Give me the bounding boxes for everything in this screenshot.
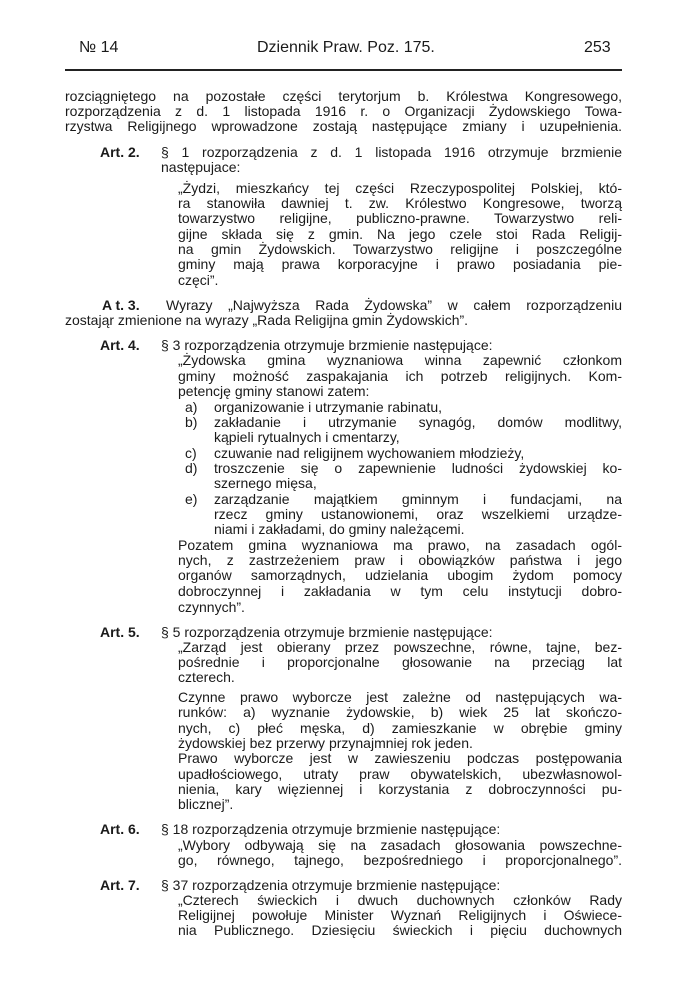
quote-line: „Wybory odbywają się na zasadach głosowania powszechne- — [178, 837, 622, 853]
article-line: Wyrazy „Najwyższa Rada Żydowska” w całem rozporządzeniu — [166, 297, 622, 313]
quote-line: „Czterech świeckich i dwuch duchownych członków Rady — [178, 892, 622, 908]
quote-line: Pozatem gmina wyznaniowa ma prawo, na zasadach ogól- — [178, 537, 622, 553]
list-item-line: niami i zakładami, do gminy należącemi. — [214, 521, 465, 537]
quote-line: na gmin Żydowskich. Towarzystwo religijne i poszczególne — [178, 241, 622, 257]
quote-line: gminy możność zaspakajania ich potrzeb religijnych. Kom- — [178, 368, 622, 384]
quote-line: upadłościowego, utraty praw obywatelskich, ubezwłasnowol- — [178, 766, 622, 782]
quote-line: częci”. — [178, 272, 219, 288]
quote-line: Prawo wyborcze jest w zawieszeniu podczas postępowania — [178, 750, 622, 766]
quote-line: Religijnej powołuje Minister Wyznań Religijnych i Oświece- — [178, 907, 622, 923]
list-item-line: szernego mięsa, — [214, 475, 317, 491]
quote-line: Czynne prawo wyborcze jest zależne od następujących wa- — [178, 689, 622, 705]
article-line: § 37 rozporządzenia otrzymuje brzmienie następujące: — [161, 877, 501, 893]
quote-line: nych, c) płeć męska, d) zamieszkanie w obrębie gminy — [178, 720, 622, 736]
list-item-line: zakładanie i utrzymanie synagóg, domów modlitwy, — [214, 414, 622, 430]
article-label: Art. 6. — [100, 821, 140, 837]
article-line: zostająr zmienione na wyrazy „Rada Religijna gmin Żydowskich”. — [65, 312, 469, 328]
list-item-line: czuwanie nad religijnem wychowaniem młodzieży, — [214, 445, 525, 461]
quote-line: organów samorządnych, udzielania ubogim żydom pomocy — [178, 567, 622, 583]
article-label: A t. 3. — [102, 297, 140, 313]
quote-line: „Zarząd jest obierany przez powszechne, równe, tajne, bez- — [178, 639, 622, 655]
quote-line: pośrednie i proporcjonalne głosowanie na przeciąg lat — [178, 654, 622, 670]
quote-line: nych, z zastrzeżeniem praw i obowiązków państwa i jego — [178, 552, 622, 568]
quote-line: „Żydzi, mieszkańcy tej części Rzeczypospolitej Polskiej, któ- — [178, 180, 622, 196]
article-label: Art. 5. — [100, 624, 140, 640]
article-line: następujace: — [161, 159, 241, 175]
quote-line: czynnych”. — [178, 599, 245, 615]
list-item-line: kąpieli rytualnych i cmentarzy, — [214, 429, 400, 445]
issue-number: № 14 — [79, 39, 119, 56]
list-marker: b) — [185, 414, 198, 430]
quote-line: towarzystwo religijne, publiczno-prawne. Towarzystwo reli- — [178, 210, 622, 226]
quote-line: dobroczynnej i zakładania w tym celu instytucji dobro- — [178, 583, 622, 599]
quote-line: gijne składa się z gmin. Na jego czele stoi Rada Religij- — [178, 226, 622, 242]
quote-line: „Żydowska gmina wyznaniowa winna zapewnić członkom — [178, 352, 622, 368]
quote-line: runków: a) wyznanie żydowskie, b) wiek 25 lat skończo- — [178, 704, 622, 720]
list-marker: a) — [185, 399, 198, 415]
quote-line: nia Publicznego. Dziesięciu świeckich i pięciu duchownych — [178, 922, 622, 938]
list-marker: c) — [185, 445, 197, 461]
quote-line: nienia, kary więziennej i korzystania z dobroczynności pu- — [178, 781, 622, 797]
intro-line: rzystwa Religijnego wprowadzone zostają następujące zmiany i uzupełnienia. — [65, 118, 622, 134]
article-label: Art. 2. — [100, 144, 140, 160]
quote-line: żydowskiej bez przerwy przynajmniej rok jeden. — [178, 735, 473, 751]
list-item-line: organizowanie i utrzymanie rabinatu, — [214, 399, 443, 415]
header-rule — [65, 69, 622, 71]
article-line: § 3 rozporządzenia otrzymuje brzmienie następujące: — [161, 337, 493, 353]
page-number: 253 — [584, 39, 611, 56]
article-label: Art. 7. — [100, 877, 140, 893]
intro-line: rozciągniętego na pozostałe części terytorjum b. Królestwa Kongresowego, — [65, 88, 622, 104]
article-line: § 5 rozporządzenia otrzymuje brzmienie następujące: — [161, 624, 493, 640]
quote-line: czterech. — [178, 669, 235, 685]
quote-line: ra stanowiła dawniej t. zw. Królestwo Kongresowe, tworzą — [178, 195, 622, 211]
list-item-line: rzecz gminy ustanowionemi, oraz wszelkiemi urządze- — [214, 506, 622, 522]
article-label: Art. 4. — [100, 337, 140, 353]
intro-line: rozporządzenia z d. 1 listopada 1916 r. o Organizacji Żydowskiego Towa- — [65, 103, 622, 119]
page-title: Dziennik Praw. Poz. 175. — [257, 39, 435, 56]
quote-line: petencję gminy stanowi zatem: — [178, 383, 370, 399]
list-item-line: troszczenie się o zapewnienie ludności żydowskiej ko- — [214, 460, 622, 476]
quote-line: blicznej”. — [178, 796, 234, 812]
article-line: § 1 rozporządzenia z d. 1 listopada 1916 otrzymuje brzmienie — [161, 144, 622, 160]
article-line: § 18 rozporządzenia otrzymuje brzmienie następujące: — [161, 821, 501, 837]
list-item-line: zarządzanie majątkiem gminnym i fundacjami, na — [214, 491, 622, 507]
quote-line: go, równego, tajnego, bezpośredniego i proporcjonalnego”. — [178, 852, 622, 868]
list-marker: e) — [185, 491, 198, 507]
list-marker: d) — [185, 460, 198, 476]
quote-line: gminy mają prawa korporacyjne i prawo posiadania pie- — [178, 256, 622, 272]
